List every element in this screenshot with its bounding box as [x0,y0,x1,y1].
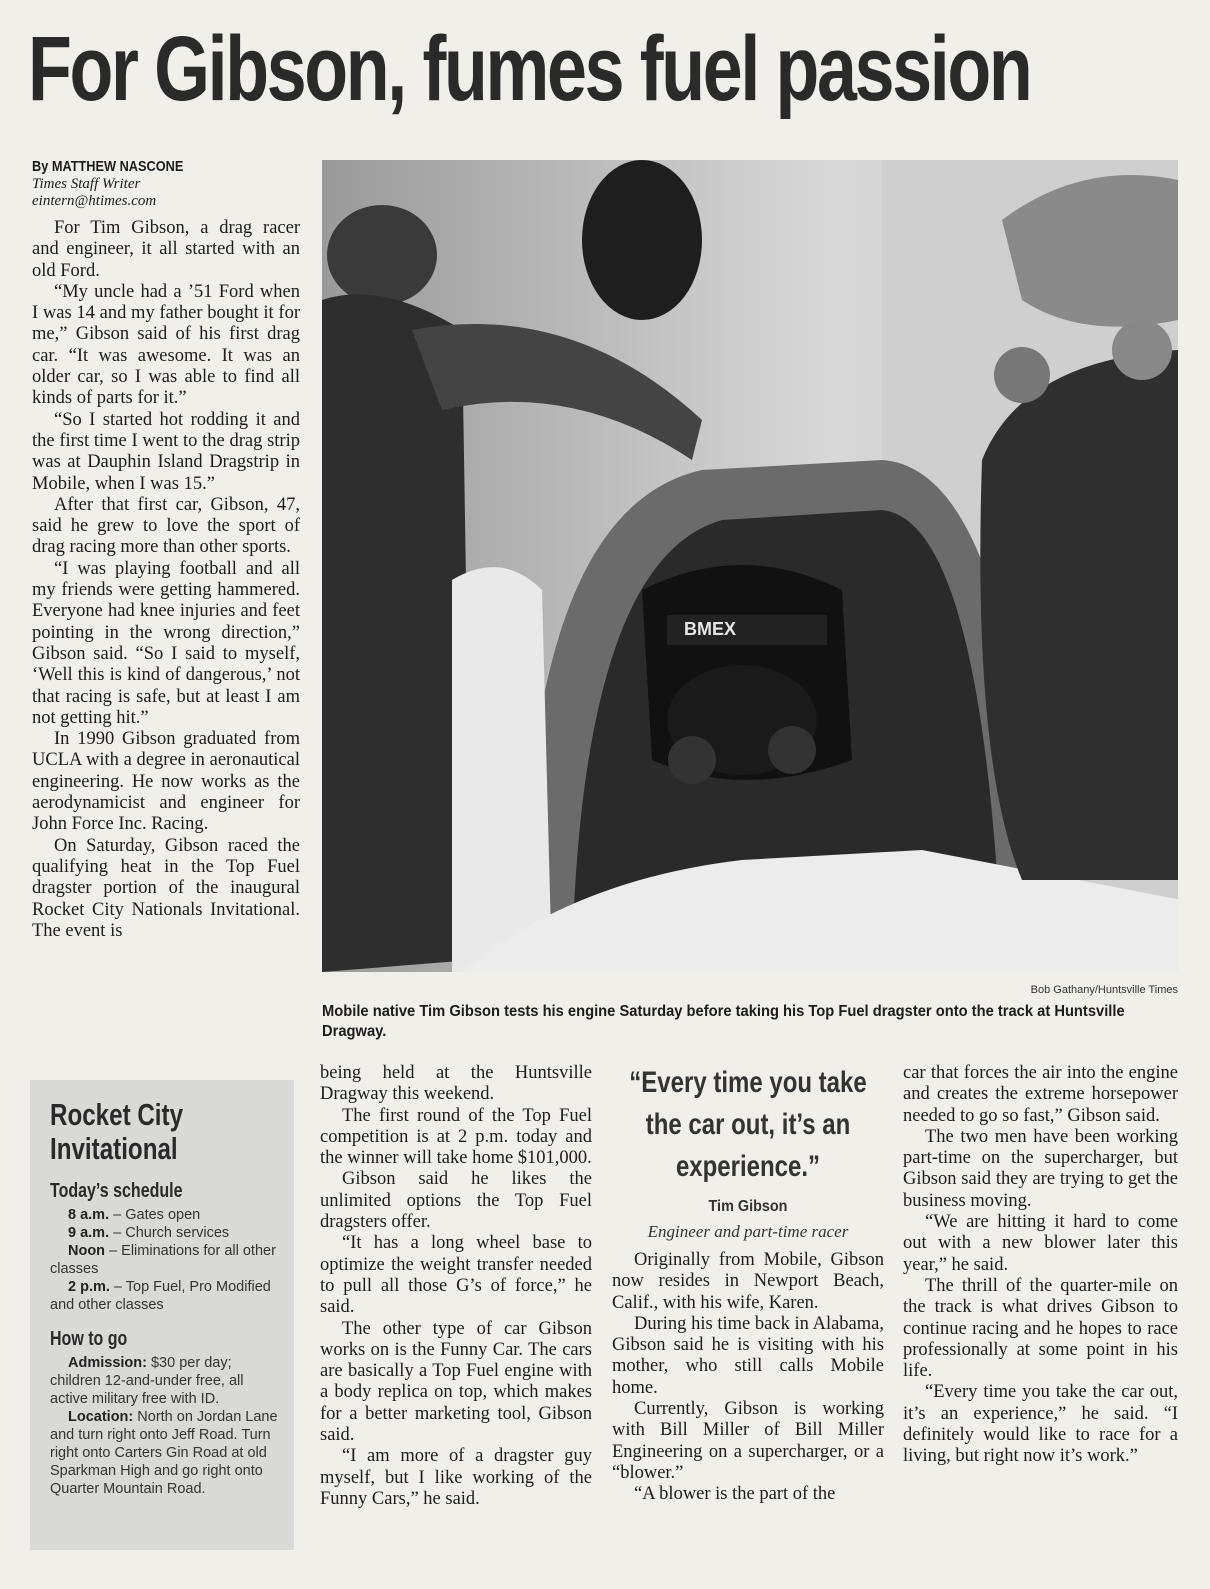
headline: For Gibson, fumes fuel passion [28,18,1031,120]
race-photo [322,160,1178,972]
paragraph: The other type of car Gibson works on is the Funny Car. The cars are basically a Top Fuel engine with a body replica on top, which makes for a better marketing tool, Gibson said. [320,1318,592,1446]
paragraph: “My uncle had a ’51 Ford when I was 14 and my father bought it for me,” Gibson said of his first drag car. “It was awesome. It was an older car, so I was able to find all kinds of parts for it.” [32,281,300,409]
pull-quote-name: Tim Gibson [708,1198,788,1215]
howto-list [50,1354,284,1498]
sidebar-title: Rocket City Invitational [50,1097,184,1166]
pull-quote-text: “Every time you take the car out, it’s an experience.” [629,1066,867,1183]
photo-credit: Bob Gathany/Huntsville Times [1030,984,1178,996]
helmet-logo-text: BMEX [684,619,737,639]
schedule-item: 8 a.m. – Gates open [68,1207,201,1223]
howto-heading: How to go [50,1328,128,1350]
paragraph: “It has a long wheel base to optimize the weight transfer needed to pull all those G’s of force,” he said. [320,1233,592,1318]
paragraph: “A blower is the part of the [634,1484,836,1505]
paragraph: “So I started hot rodding it and the first time I went to the drag strip was at Dauphin Island Dragstrip in Mobile, when I was 15.” [32,409,300,494]
article-column-1 [32,218,300,1058]
paragraph: In 1990 Gibson graduated from UCLA with a degree in aeronautical engineering. He now works as the aerodynamicist and engineer for John Force Inc. Racing. [32,729,300,835]
info-sidebar [30,1080,294,1550]
paragraph: Currently, Gibson is working with Bill Miller of Bill Miller Engineering on a supercharger, or a “blower.” [612,1399,884,1483]
schedule-item: Noon – Eliminations for all other classes [50,1243,276,1277]
schedule-item: 2 p.m. – Top Fuel, Pro Modified and other classes [50,1279,271,1313]
paragraph: “I am more of a dragster guy myself, but I like working of the Funny Cars,” he said. [320,1446,592,1509]
paragraph: being held at the Huntsville Dragway this weekend. [320,1063,592,1105]
byline [32,158,312,210]
byline-email: eintern@htimes.com [32,193,157,209]
paragraph: During his time back in Alabama, Gibson said he is visiting with his mother, who still calls Mobile home. [612,1313,884,1398]
paragraph: car that forces the air into the engine and creates the extreme horsepower needed to go so fast,” Gibson said. [903,1063,1178,1126]
paragraph: The first round of the Top Fuel competition is at 2 p.m. today and the winner will take home $101,000. [320,1105,592,1169]
paragraph: Originally from Mobile, Gibson now resides in Newport Beach, Calif., with his wife, Karen. [612,1250,884,1313]
paragraph: After that first car, Gibson, 47, said he grew to love the sport of drag racing more than other sports. [32,494,300,558]
pull-quote [612,1062,884,1242]
schedule-list [50,1206,284,1314]
paragraph: Gibson said he likes the unlimited options the Top Fuel dragsters offer. [320,1169,592,1233]
paragraph: On Saturday, Gibson raced the qualifying heat in the Top Fuel dragster portion of the inaugural Rocket City Nationals Invitational. The event is [32,835,300,941]
paragraph: “I was playing football and all my friends were getting hammered. Everyone had knee injuries and feet pointing in the wrong direction,” Gibson said. “So I said to myself, ‘Well this is kind of dangerous,’ not that racing is safe, but at least I am not getting hit.” [32,558,300,728]
paragraph: For Tim Gibson, a drag racer and engineer, it all started with an old Ford. [32,218,300,281]
paragraph: The thrill of the quarter-mile on the track is what drives Gibson to continue racing and he hopes to race professionally at some point in his life. [903,1275,1178,1382]
byline-name: By MATTHEW NASCONE [32,158,184,175]
schedule-heading: Today’s schedule [50,1180,183,1202]
article-column-4 [903,1063,1178,1573]
pull-quote-title: Engineer and part-time racer [647,1222,849,1241]
paragraph: “We are hitting it hard to come out with a new blower later this year,” he said. [903,1212,1178,1275]
schedule-item: 9 a.m. – Church services [68,1225,230,1241]
paragraph: The two men have been working part-time on the supercharger, but Gibson said they are trying to get the business moving. [903,1126,1178,1211]
article-column-3 [612,1250,884,1570]
byline-role: Times Staff Writer [32,176,141,192]
photo-illustration [322,160,1178,972]
howto-item: Admission: $30 per day; children 12-and-under free, all active military free with ID. [50,1355,244,1407]
photo-caption: Mobile native Tim Gibson tests his engine Saturday before taking his Top Fuel dragster onto the track at Huntsville Dragway. [322,1003,1125,1040]
paragraph: “Every time you take the car out, it’s an experience,” he said. “I definitely would like to race for a living, but right now it’s work.” [903,1382,1178,1467]
howto-item: Location: North on Jordan Lane and turn right onto Jeff Road. Turn right onto Carters Gin Road at old Sparkman High and go right onto Quarter Mountain Road. [50,1409,278,1497]
article-column-2 [320,1063,592,1573]
